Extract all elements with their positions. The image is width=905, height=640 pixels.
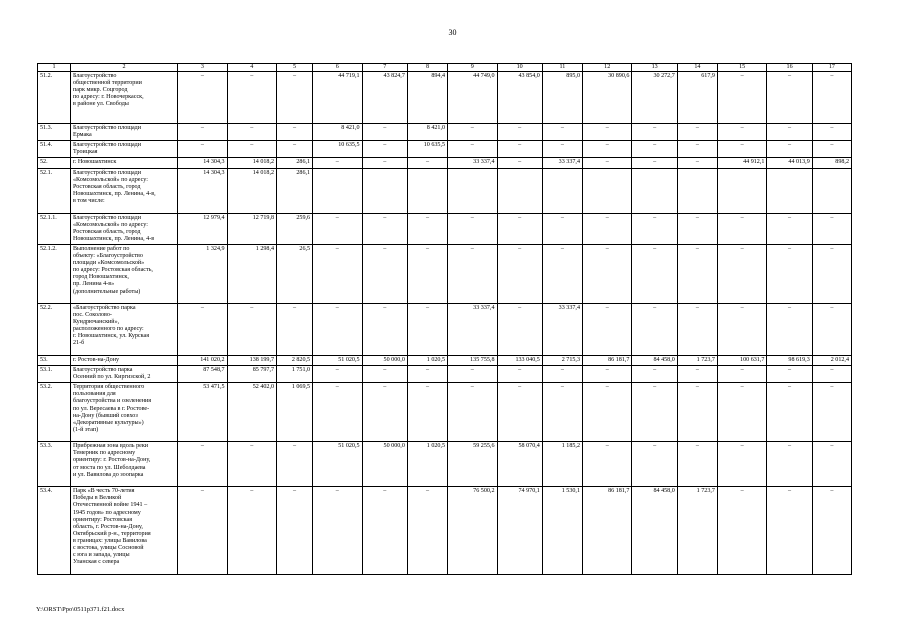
value-cell: – (407, 366, 447, 383)
table-row (38, 366, 852, 383)
column-number: 2 (70, 64, 177, 72)
value-cell: – (178, 72, 227, 124)
value-cell: – (178, 442, 227, 487)
value-cell: 10 635,5 (313, 141, 362, 158)
value-cell: 1 723,7 (677, 487, 717, 575)
value-cell: – (632, 124, 677, 141)
value-cell: – (717, 442, 766, 487)
value-cell: – (767, 487, 812, 575)
value-cell: 44 719,1 (313, 72, 362, 124)
value-cell: – (812, 487, 851, 575)
table-row (38, 141, 852, 158)
row-code: 52. (38, 158, 71, 168)
value-cell: 26,5 (277, 244, 313, 303)
value-cell: – (407, 244, 447, 303)
value-cell: 59 255,6 (448, 442, 497, 487)
value-cell: – (227, 72, 276, 124)
value-cell: – (407, 303, 447, 355)
value-cell: – (583, 158, 632, 168)
value-cell: 286,1 (277, 158, 313, 168)
column-number: 16 (767, 64, 812, 72)
value-cell: 50 000,0 (362, 355, 407, 365)
value-cell: – (362, 141, 407, 158)
value-cell: – (178, 141, 227, 158)
value-cell: – (632, 141, 677, 158)
table-header-row (38, 64, 852, 72)
value-cell: – (632, 213, 677, 244)
value-cell: 85 797,7 (227, 366, 276, 383)
value-cell: – (497, 383, 542, 442)
value-cell: 2 820,5 (277, 355, 313, 365)
value-cell: 894,4 (407, 72, 447, 124)
row-code: 51.3. (38, 124, 71, 141)
value-cell: – (313, 487, 362, 575)
value-cell: 8 421,0 (407, 124, 447, 141)
budget-table (37, 63, 852, 575)
value-cell: – (812, 141, 851, 158)
value-cell: – (497, 366, 542, 383)
row-description: Благоустройство площади «Комсомольской» по адресу: Ростовская область, город Новошахтинск, пр. Ленина, 4-в, в том числе: (70, 168, 177, 213)
value-cell: 286,1 (277, 168, 313, 213)
value-cell: – (407, 487, 447, 575)
row-code: 53.3. (38, 442, 71, 487)
value-cell: – (277, 303, 313, 355)
value-cell: – (448, 213, 497, 244)
row-description: Территория общественного пользования для благоустройства и озеленения по ул. Вересаева в г. Ростове- на-Дону (бывший совхоз «Декоративные культуры») (1-й этап) (70, 383, 177, 442)
value-cell: – (677, 141, 717, 158)
value-cell: 44 912,1 (717, 158, 766, 168)
row-code: 51.2. (38, 72, 71, 124)
value-cell: – (677, 158, 717, 168)
value-cell: – (542, 244, 582, 303)
table-row (38, 158, 852, 168)
value-cell: 1 020,5 (407, 442, 447, 487)
value-cell: 12 979,4 (178, 213, 227, 244)
value-cell: 1 530,1 (542, 487, 582, 575)
value-cell: 1 185,2 (542, 442, 582, 487)
value-cell: – (448, 141, 497, 158)
value-cell: – (767, 366, 812, 383)
value-cell: – (313, 158, 362, 168)
row-code: 53. (38, 355, 71, 365)
value-cell: 44 749,0 (448, 72, 497, 124)
table-row (38, 355, 852, 365)
value-cell: – (542, 141, 582, 158)
value-cell: 898,2 (812, 158, 851, 168)
value-cell: – (632, 303, 677, 355)
value-cell: – (362, 383, 407, 442)
value-cell: – (227, 487, 276, 575)
row-code: 53.1. (38, 366, 71, 383)
value-cell: – (812, 442, 851, 487)
value-cell: 617,9 (677, 72, 717, 124)
value-cell: 10 635,5 (407, 141, 447, 158)
value-cell: – (717, 141, 766, 158)
value-cell: 1 324,9 (178, 244, 227, 303)
value-cell: – (542, 366, 582, 383)
value-cell: – (717, 244, 766, 303)
value-cell: – (677, 442, 717, 487)
value-cell: – (362, 124, 407, 141)
value-cell: – (407, 213, 447, 244)
table-row (38, 442, 852, 487)
value-cell: 84 458,0 (632, 487, 677, 575)
value-cell: 1 723,7 (677, 355, 717, 365)
value-cell: – (277, 124, 313, 141)
value-cell: – (812, 244, 851, 303)
column-number: 9 (448, 64, 497, 72)
value-cell: 1 020,5 (407, 355, 447, 365)
column-number: 5 (277, 64, 313, 72)
value-cell: – (362, 158, 407, 168)
value-cell: – (313, 366, 362, 383)
value-cell: 76 500,2 (448, 487, 497, 575)
row-code: 52.2. (38, 303, 71, 355)
value-cell: – (227, 303, 276, 355)
value-cell: 43 854,0 (497, 72, 542, 124)
value-cell: – (407, 158, 447, 168)
value-cell: – (362, 366, 407, 383)
value-cell: – (583, 303, 632, 355)
value-cell: – (178, 303, 227, 355)
value-cell: – (812, 366, 851, 383)
value-cell: – (277, 487, 313, 575)
value-cell: – (632, 442, 677, 487)
value-cell: 259,6 (277, 213, 313, 244)
value-cell: 14 018,2 (227, 158, 276, 168)
value-cell: 12 719,8 (227, 213, 276, 244)
column-number: 15 (717, 64, 766, 72)
value-cell: – (362, 487, 407, 575)
value-cell: 33 337,4 (542, 158, 582, 168)
row-code: 52.1. (38, 168, 71, 213)
value-cell: 135 755,8 (448, 355, 497, 365)
value-cell: 50 000,0 (362, 442, 407, 487)
value-cell: – (542, 213, 582, 244)
value-cell: – (313, 303, 362, 355)
value-cell: – (407, 383, 447, 442)
value-cell: 100 631,7 (717, 355, 766, 365)
value-cell: – (717, 487, 766, 575)
value-cell: – (767, 213, 812, 244)
value-cell: – (497, 141, 542, 158)
table-row (38, 487, 852, 575)
row-code: 51.4. (38, 141, 71, 158)
value-cell: 1 751,0 (277, 366, 313, 383)
value-cell: – (677, 124, 717, 141)
column-number: 3 (178, 64, 227, 72)
value-cell: – (313, 244, 362, 303)
value-cell: 33 337,4 (448, 158, 497, 168)
value-cell: 30 890,6 (583, 72, 632, 124)
row-description: Благоустройство площади «Комсомольской» по адресу: Ростовская область, город Новошахтинск, пр. Ленина, 4-в (70, 213, 177, 244)
value-cell: – (767, 141, 812, 158)
column-number: 17 (812, 64, 851, 72)
value-cell: 52 402,0 (227, 383, 276, 442)
row-description: Выполнение работ по объекту: «Благоустройство площади «Комсомольской» по адресу: Ростовская область, город Новошахтинск, пр. Ленина 4-в» (дополнительные работы) (70, 244, 177, 303)
column-number: 1 (38, 64, 71, 72)
value-cell: – (767, 124, 812, 141)
value-cell: 98 619,3 (767, 355, 812, 365)
value-cell: – (277, 442, 313, 487)
value-cell (812, 168, 851, 213)
value-cell: – (497, 213, 542, 244)
value-cell (362, 168, 407, 213)
value-cell: 84 458,0 (632, 355, 677, 365)
value-cell: 14 304,3 (178, 158, 227, 168)
value-cell: 53 471,5 (178, 383, 227, 442)
row-description: г. Новошахтинск (70, 158, 177, 168)
value-cell: 30 272,7 (632, 72, 677, 124)
value-cell: – (632, 366, 677, 383)
value-cell: 2 715,3 (542, 355, 582, 365)
value-cell: – (448, 366, 497, 383)
value-cell: – (497, 303, 542, 355)
value-cell: – (677, 213, 717, 244)
value-cell: 74 970,1 (497, 487, 542, 575)
table-row (38, 244, 852, 303)
value-cell (448, 168, 497, 213)
table-row (38, 213, 852, 244)
value-cell: 43 824,7 (362, 72, 407, 124)
value-cell (767, 168, 812, 213)
value-cell: 44 013,9 (767, 158, 812, 168)
value-cell: – (767, 72, 812, 124)
value-cell: 33 337,4 (448, 303, 497, 355)
value-cell: 1 069,5 (277, 383, 313, 442)
row-code: 52.1.2. (38, 244, 71, 303)
value-cell: – (313, 213, 362, 244)
value-cell (313, 168, 362, 213)
row-description: Благоустройство площади Ермака (70, 124, 177, 141)
row-description: Благоустройство общественной территории парк микр. Соцгород по адресу: г. Новочеркасск, в районе ул. Свободы (70, 72, 177, 124)
value-cell: 51 020,5 (313, 442, 362, 487)
value-cell (497, 168, 542, 213)
value-cell: – (717, 303, 766, 355)
value-cell: – (812, 383, 851, 442)
value-cell: – (362, 213, 407, 244)
value-cell: – (767, 303, 812, 355)
value-cell: – (583, 442, 632, 487)
value-cell: – (583, 366, 632, 383)
value-cell: 141 020,2 (178, 355, 227, 365)
value-cell: – (583, 213, 632, 244)
value-cell: – (717, 366, 766, 383)
value-cell: – (497, 158, 542, 168)
value-cell: – (717, 124, 766, 141)
column-number: 6 (313, 64, 362, 72)
value-cell: – (812, 124, 851, 141)
column-number: 12 (583, 64, 632, 72)
value-cell: 14 018,2 (227, 168, 276, 213)
value-cell: – (583, 383, 632, 442)
value-cell: – (497, 124, 542, 141)
column-number: 13 (632, 64, 677, 72)
value-cell: 51 020,5 (313, 355, 362, 365)
value-cell (542, 168, 582, 213)
value-cell: – (767, 244, 812, 303)
value-cell (583, 168, 632, 213)
value-cell: – (767, 442, 812, 487)
value-cell: – (362, 244, 407, 303)
value-cell (632, 168, 677, 213)
value-cell: – (677, 303, 717, 355)
value-cell: – (313, 383, 362, 442)
value-cell: 33 337,4 (542, 303, 582, 355)
row-code: 52.1.1. (38, 213, 71, 244)
value-cell: – (632, 383, 677, 442)
value-cell: 58 070,4 (497, 442, 542, 487)
value-cell: – (448, 244, 497, 303)
value-cell: – (677, 244, 717, 303)
value-cell: – (812, 213, 851, 244)
value-cell: 138 199,7 (227, 355, 276, 365)
row-description: Благоустройство площади Троицкая (70, 141, 177, 158)
value-cell: – (767, 383, 812, 442)
value-cell: 86 181,7 (583, 355, 632, 365)
value-cell: – (717, 213, 766, 244)
column-number: 4 (227, 64, 276, 72)
column-number: 8 (407, 64, 447, 72)
value-cell (407, 168, 447, 213)
value-cell: 2 012,4 (812, 355, 851, 365)
table-row (38, 168, 852, 213)
row-description: г. Ростов-на-Дону (70, 355, 177, 365)
value-cell: – (583, 244, 632, 303)
value-cell: – (227, 141, 276, 158)
value-cell: 14 304,3 (178, 168, 227, 213)
table-row (38, 383, 852, 442)
file-path-footer: Y:\ORST\Ppo\0511p371.f21.docx (36, 606, 125, 613)
value-cell: – (632, 158, 677, 168)
value-cell: 133 040,5 (497, 355, 542, 365)
value-cell: – (362, 303, 407, 355)
value-cell: – (583, 141, 632, 158)
value-cell: – (583, 124, 632, 141)
value-cell: – (717, 383, 766, 442)
row-description: «Благоустройство парка пос. Соколово- Кундрючанский», расположенного по адресу: г. Новошахтинск, ул. Курская 21-б (70, 303, 177, 355)
value-cell: – (632, 244, 677, 303)
column-number: 7 (362, 64, 407, 72)
value-cell: 86 181,7 (583, 487, 632, 575)
row-description: Парк «В честь 70-летия Победы в Великой Отечественной войне 1941 – 1945 годов» по адресному ориентиру: Ростовская область, г. Ростов-на-Дону, Октябрьский р-н., территория в границах: улицы Вавилова с востока, улицы Сосновой с юга и запада, улицы Уланская с севера (70, 487, 177, 575)
value-cell: – (717, 72, 766, 124)
value-cell: 8 421,0 (313, 124, 362, 141)
value-cell: – (277, 141, 313, 158)
value-cell: – (448, 124, 497, 141)
value-cell: 895,0 (542, 72, 582, 124)
table-row (38, 303, 852, 355)
value-cell: – (178, 487, 227, 575)
value-cell (677, 168, 717, 213)
row-code: 53.4. (38, 487, 71, 575)
value-cell: – (542, 383, 582, 442)
value-cell: – (448, 383, 497, 442)
column-number: 11 (542, 64, 582, 72)
value-cell: – (677, 383, 717, 442)
row-code: 53.2. (38, 383, 71, 442)
value-cell (717, 168, 766, 213)
value-cell: – (497, 244, 542, 303)
value-cell: – (227, 442, 276, 487)
value-cell: – (812, 303, 851, 355)
value-cell: 1 298,4 (227, 244, 276, 303)
row-description: Прибрежная зона вдоль реки Темерник по адресному ориентиру: г. Ростов-на-Дону, от моста по ул. Шеболдаева и ул. Вавилова до зоопарка (70, 442, 177, 487)
page-number: 30 (448, 28, 457, 37)
value-cell: – (277, 72, 313, 124)
value-cell: – (542, 124, 582, 141)
value-cell: – (812, 72, 851, 124)
value-cell: 87 548,7 (178, 366, 227, 383)
value-cell: – (677, 366, 717, 383)
row-description: Благоустройство парка Осенний по ул. Киргизской, 2 (70, 366, 177, 383)
column-number: 10 (497, 64, 542, 72)
value-cell: – (178, 124, 227, 141)
table-row (38, 124, 852, 141)
column-number: 14 (677, 64, 717, 72)
value-cell: – (227, 124, 276, 141)
table-row (38, 72, 852, 124)
